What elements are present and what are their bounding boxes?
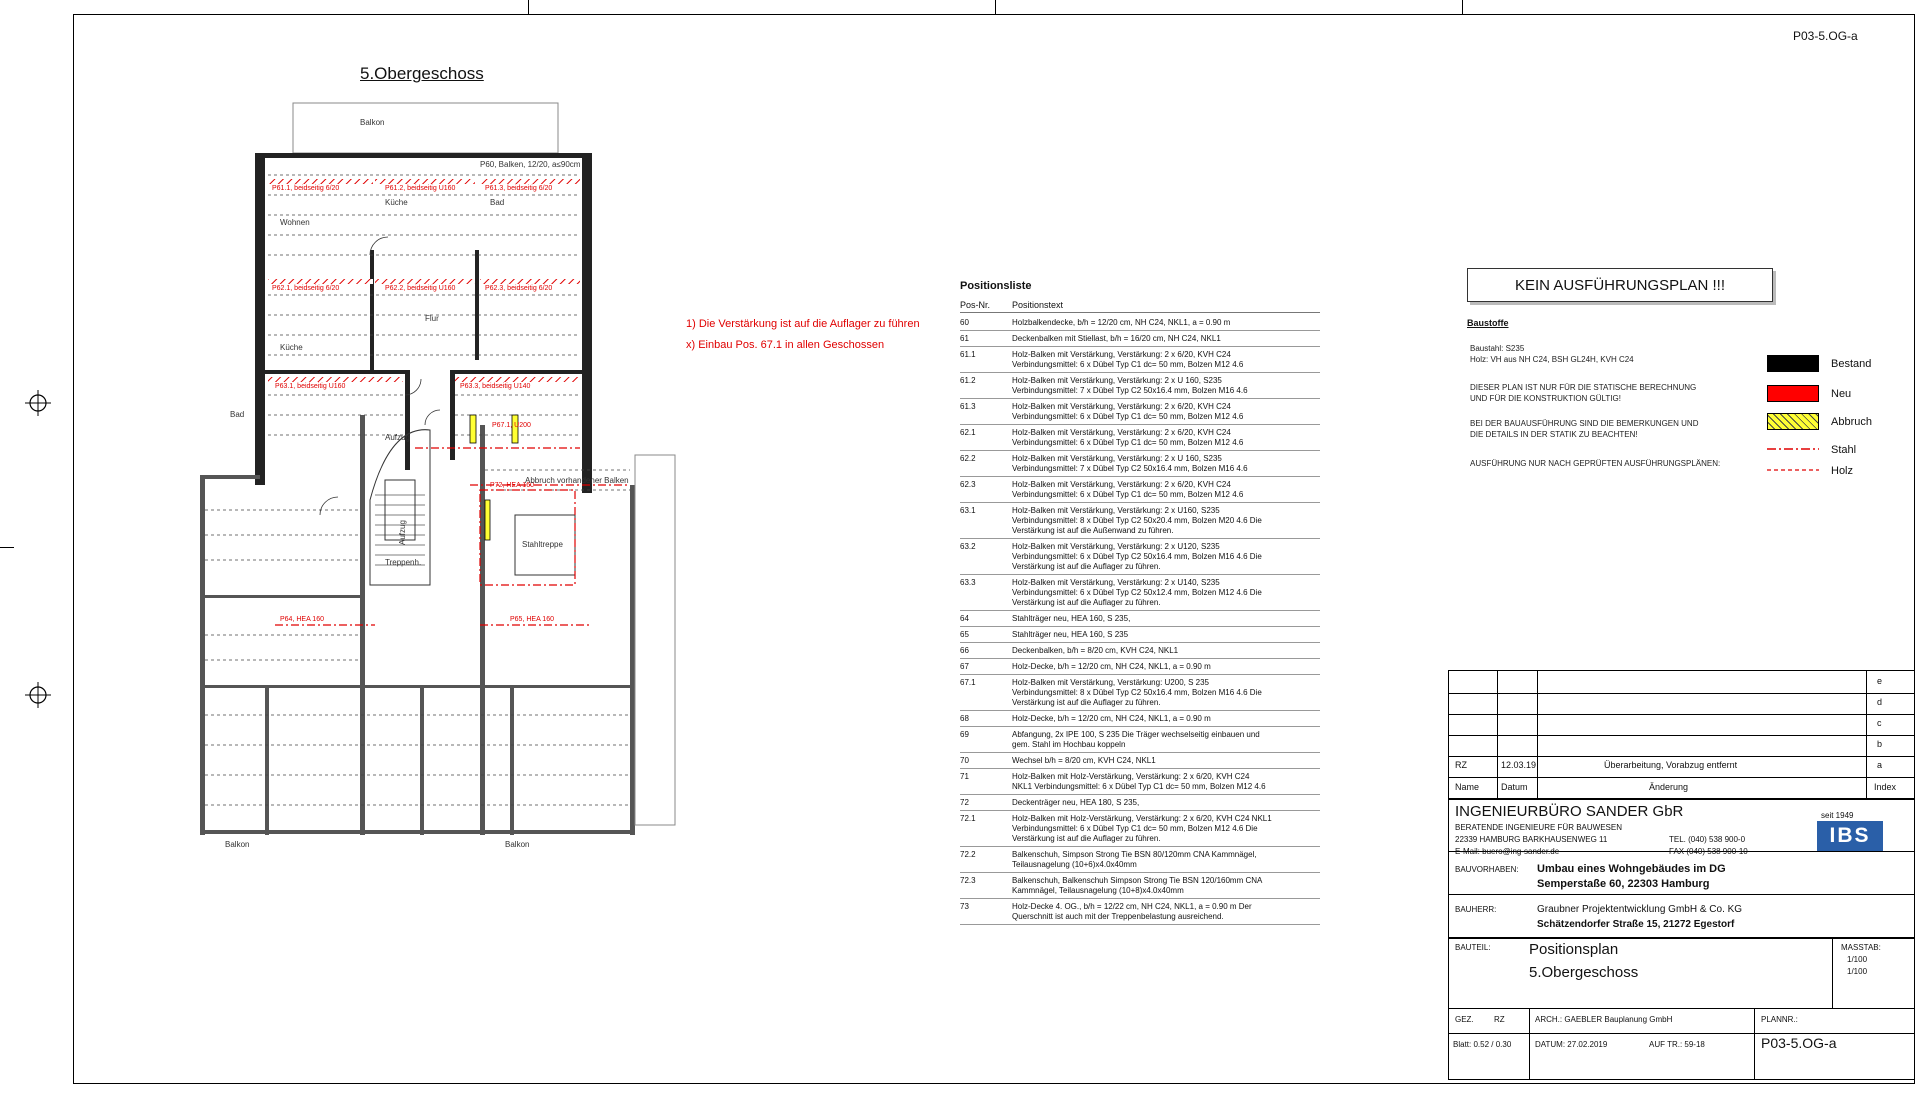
position-row xyxy=(960,451,1320,477)
position-row xyxy=(960,795,1320,811)
position-row xyxy=(960,611,1320,627)
position-text: Holz-Balken mit Holz-Verstärkung, Verstärkung: 2 x 6/20, KVH C24 NKL1 Verbindungsmittel: 6 x Dübel Typ C1 dc= 50 mm, Bolzen M12 4.6 xyxy=(1012,772,1266,791)
legend-swatch-demolition xyxy=(1767,413,1819,430)
rev-letter: e xyxy=(1877,676,1883,686)
wall xyxy=(582,153,592,493)
svg-text:P62.3, beidseitig 6/20: P62.3, beidseitig 6/20 xyxy=(485,285,553,292)
position-row xyxy=(960,399,1320,425)
svg-text:P63.1, beidseitig U160: P63.1, beidseitig U160 xyxy=(275,383,346,390)
scale-value: 1/100 xyxy=(1847,967,1868,976)
drawn-label: GEZ. xyxy=(1455,1015,1474,1024)
position-number: 63.1 xyxy=(960,506,976,515)
position-text: Holz-Balken mit Verstärkung, Verstärkung: 2 x 6/20, KVH C24 Verbindungsmittel: 6 x Dübel Typ C1 dc= 50 mm, Bolzen M12 4.6 xyxy=(1012,350,1244,369)
svg-text:P61.3, beidseitig 6/20: P61.3, beidseitig 6/20 xyxy=(485,185,553,192)
position-text: Holz-Balken mit Verstärkung, Verstärkung: 2 x 6/20, KVH C24 Verbindungsmittel: 6 x Dübel Typ C1 dc= 50 mm, Bolzen M12 4.6 xyxy=(1012,402,1244,421)
svg-text:P62.1, beidseitig 6/20: P62.1, beidseitig 6/20 xyxy=(272,285,340,292)
wall xyxy=(265,370,405,374)
position-text: Holz-Balken mit Verstärkung, Verstärkung: 2 x U120, S235 Verbindungsmittel: 6 x Dübel Typ C2 50x16.4 mm, Bolzen M16 4.6 Die Verstärkung ist auf die Auflager zu führen. xyxy=(1012,542,1262,571)
svg-text:Abbruch vorhandener Balken: Abbruch vorhandener Balken xyxy=(525,476,629,485)
position-text: Deckenträger neu, HEA 180, S 235, xyxy=(1012,798,1140,807)
material-wood: Holz: VH aus NH C24, BSH GL24H, KVH C24 xyxy=(1470,355,1634,364)
position-row xyxy=(960,643,1320,659)
position-number: 70 xyxy=(960,756,969,765)
client-line2: Schätzendorfer Straße 15, 21272 Egestorf xyxy=(1537,919,1735,930)
plan-note: x) Einbau Pos. 67.1 in allen Geschossen xyxy=(686,339,885,351)
position-number: 61.3 xyxy=(960,402,976,411)
rev-a-change: Überarbeitung, Vorabzug entfernt xyxy=(1604,760,1738,770)
legend-label: Bestand xyxy=(1831,358,1872,370)
plan-code-top: P03-5.OG-a xyxy=(1793,29,1858,43)
material-steel: Baustahl: S235 xyxy=(1470,344,1525,353)
frame-tick xyxy=(995,0,996,14)
registration-mark-icon xyxy=(25,390,51,416)
svg-text:P67.1, U200: P67.1, U200 xyxy=(492,422,531,429)
position-text: Holz-Decke, b/h = 12/20 cm, NH C24, NKL1, a = 0.90 m xyxy=(1012,714,1211,723)
svg-text:Bad: Bad xyxy=(490,198,505,207)
position-text: Holz-Balken mit Verstärkung, Verstärkung: 2 x U140, S235 Verbindungsmittel: 6 x Dübel Typ C2 50x12.4 mm, Bolzen M12 4.6 Die Verstärkung ist auf die Auflager zu führen. xyxy=(1012,578,1262,607)
col-header-text: Positionstext xyxy=(1012,300,1064,310)
project-line1: Umbau eines Wohngebäudes im DG xyxy=(1537,863,1726,875)
position-row xyxy=(960,727,1320,753)
position-row xyxy=(960,711,1320,727)
position-number: 62.3 xyxy=(960,480,976,489)
position-row xyxy=(960,539,1320,575)
position-number: 64 xyxy=(960,614,969,623)
position-number: 69 xyxy=(960,730,969,739)
head-change: Änderung xyxy=(1649,782,1689,792)
position-number: 61.1 xyxy=(960,350,976,359)
legend-swatch-new xyxy=(1767,385,1819,402)
position-list xyxy=(960,280,1320,925)
svg-text:P65, HEA 160: P65, HEA 160 xyxy=(510,616,554,623)
legend-new xyxy=(1767,385,1920,405)
position-number: 61.2 xyxy=(960,376,976,385)
execution-note: BEI DER BAUAUSFÜHRUNG SIND DIE BEMERKUNGEN UND DIE DETAILS IN DER STATIK ZU BEACHTEN! xyxy=(1470,419,1699,439)
floor-plan-drawing xyxy=(180,95,805,925)
neighbour-outline xyxy=(635,455,675,825)
rev-a-date: 12.03.19 xyxy=(1501,760,1537,770)
position-row xyxy=(960,675,1320,711)
svg-text:Balkon: Balkon xyxy=(360,118,385,127)
part-line1: Positionsplan xyxy=(1529,941,1619,958)
position-text: Holz-Balken mit Verstärkung, Verstärkung: 2 x U 160, S235 Verbindungsmittel: 7 x Dübel Typ C2 50x16.4 mm, Bolzen M16 4.6 xyxy=(1012,454,1248,473)
svg-text:P62.2, beidseitig U160: P62.2, beidseitig U160 xyxy=(385,285,456,292)
company-name: INGENIEURBÜRO SANDER GbR xyxy=(1455,803,1684,820)
legend-label: Abbruch xyxy=(1831,416,1872,428)
position-list-title: Positionsliste xyxy=(960,280,1032,292)
svg-text:P63.3, beidseitig U140: P63.3, beidseitig U140 xyxy=(460,383,531,390)
client-line1: Graubner Projektentwicklung GmbH & Co. KG xyxy=(1537,904,1743,915)
svg-text:Flur: Flur xyxy=(425,314,439,323)
wall xyxy=(265,685,269,835)
sheet-size: Blatt: 0.52 / 0.30 xyxy=(1453,1040,1512,1049)
svg-text:Balkon: Balkon xyxy=(505,840,530,849)
position-number: 72.1 xyxy=(960,814,976,823)
part-label: BAUTEIL: xyxy=(1455,943,1491,952)
title-block xyxy=(1448,670,1915,1080)
wall xyxy=(200,475,260,479)
position-number: 67 xyxy=(960,662,969,671)
wall xyxy=(255,153,265,485)
legend-steel xyxy=(1767,441,1920,461)
position-text: Holz-Balken mit Verstärkung, Verstärkung: 2 x 6/20, KVH C24 Verbindungsmittel: 6 x Dübel Typ C1 dc= 50 mm, Bolzen M12 4.6 xyxy=(1012,428,1244,447)
position-number: 63.2 xyxy=(960,542,976,551)
demolition-mark xyxy=(512,415,518,443)
position-list-header xyxy=(960,300,1320,313)
legend-label: Holz xyxy=(1831,465,1854,477)
svg-text:Wohnen: Wohnen xyxy=(280,218,310,227)
frame-tick xyxy=(1462,0,1463,14)
not-for-construction-stamp: KEIN AUSFÜHRUNGSPLAN !!! xyxy=(1467,268,1773,302)
project-line2: Semperstaße 60, 22303 Hamburg xyxy=(1537,878,1710,890)
legend-line-wood xyxy=(1767,468,1819,472)
position-number: 72.2 xyxy=(960,850,976,859)
legend-swatch-existing xyxy=(1767,355,1819,372)
wall xyxy=(200,685,630,688)
project-label: BAUVORHABEN: xyxy=(1455,865,1519,874)
reinforcement-band xyxy=(268,279,373,284)
position-row xyxy=(960,899,1320,925)
position-row xyxy=(960,847,1320,873)
position-number: 61 xyxy=(960,334,969,343)
architect: ARCH.: GAEBLER Bauplanung GmbH xyxy=(1535,1015,1673,1024)
position-number: 72.3 xyxy=(960,876,976,885)
company-fax: FAX (040) 538 900-10 xyxy=(1669,847,1748,856)
scale-label: MASSTAB: xyxy=(1841,943,1881,952)
frame-tick xyxy=(528,0,529,14)
legend-label: Neu xyxy=(1831,388,1852,400)
position-row xyxy=(960,575,1320,611)
position-text: Abfangung, 2x IPE 100, S 235 Die Träger wechselseitig einbauen und gem. Stahl im Hochbau koppeln xyxy=(1012,730,1260,749)
position-number: 65 xyxy=(960,630,969,639)
head-date: Datum xyxy=(1501,782,1528,792)
position-number: 62.1 xyxy=(960,428,976,437)
position-text: Deckenbalken, b/h = 8/20 cm, KVH C24, NKL1 xyxy=(1012,646,1179,655)
legend-demolition xyxy=(1767,413,1920,433)
position-number: 63.3 xyxy=(960,578,976,587)
position-number: 72 xyxy=(960,798,969,807)
company-logo: IBS xyxy=(1817,821,1883,851)
position-text: Holz-Balken mit Verstärkung, Verstärkung: 2 x U160, S235 Verbindungsmittel: 8 x Dübel Typ C2 50x20.4 mm, Bolzen M20 4.6 Die Verstärkung ist auf die Außenwand zu führen. xyxy=(1012,506,1262,535)
legend-existing xyxy=(1767,355,1920,375)
position-text: Deckenbalken mit Stiellast, b/h = 16/20 cm, NH C24, NKL1 xyxy=(1012,334,1221,343)
company-subtitle: BERATENDE INGENIEURE FÜR BAUWESEN xyxy=(1455,823,1622,832)
part-line2: 5.Obergeschoss xyxy=(1529,964,1639,981)
reinforcement-band xyxy=(268,179,373,184)
materials-title: Baustoffe xyxy=(1467,318,1509,328)
demolition-mark xyxy=(485,500,490,540)
position-row xyxy=(960,425,1320,451)
balcony-outline xyxy=(293,103,558,153)
rev-letter: a xyxy=(1877,760,1883,770)
svg-text:P61.2, beidseitig U160: P61.2, beidseitig U160 xyxy=(385,185,456,192)
reinforcement-band xyxy=(480,279,580,284)
reinforcement-band xyxy=(375,279,475,284)
wall xyxy=(420,685,424,835)
company-since: seit 1949 xyxy=(1821,811,1854,820)
svg-text:Küche: Küche xyxy=(385,198,408,207)
drawn-by: RZ xyxy=(1494,1015,1505,1024)
wall xyxy=(480,425,485,835)
svg-text:Aufzug: Aufzug xyxy=(385,433,410,442)
legend-line-steel xyxy=(1767,447,1819,451)
wall xyxy=(200,475,205,835)
wall xyxy=(200,595,365,598)
position-row xyxy=(960,373,1320,399)
rev-letter: b xyxy=(1877,739,1883,749)
rev-letter: c xyxy=(1877,718,1882,728)
position-text: Wechsel b/h = 8/20 cm, KVH C24, NKL1 xyxy=(1012,756,1156,765)
position-text: Holz-Balken mit Holz-Verstärkung, Verstärkung: 2 x 6/20, KVH C24 NKL1 Verbindungsmittel: 6 x Dübel Typ C1 dc= 50 mm, Bolzen M12 4.6 Die Verstärkung ist auf die Auflager zu führen. xyxy=(1012,814,1272,843)
head-name: Name xyxy=(1455,782,1480,792)
position-number: 71 xyxy=(960,772,969,781)
company-address: 22339 HAMBURG BARKHAUSENWEG 11 xyxy=(1455,835,1608,844)
head-index: Index xyxy=(1874,782,1897,792)
floor-title: 5.Obergeschoss xyxy=(360,64,484,83)
position-text: Holz-Decke, b/h = 12/20 cm, NH C24, NKL1, a = 0.90 m xyxy=(1012,662,1211,671)
position-row xyxy=(960,811,1320,847)
validity-note: DIESER PLAN IST NUR FÜR DIE STATISCHE BERECHNUNG UND FÜR DIE KONSTRUKTION GÜLTIG! xyxy=(1470,383,1697,403)
position-row xyxy=(960,503,1320,539)
position-number: 66 xyxy=(960,646,969,655)
position-number: 62.2 xyxy=(960,454,976,463)
wall xyxy=(255,153,590,158)
position-number: 67.1 xyxy=(960,678,976,687)
position-row xyxy=(960,627,1320,643)
position-text: Holz-Balken mit Verstärkung, Verstärkung: 2 x U 160, S235 Verbindungsmittel: 7 x Dübel Typ C2 50x16.4 mm, Bolzen M16 4.6 xyxy=(1012,376,1248,395)
wall xyxy=(510,685,514,835)
svg-text:P64, HEA 160: P64, HEA 160 xyxy=(280,616,324,623)
legend-label: Stahl xyxy=(1831,444,1857,456)
registration-mark-icon xyxy=(25,682,51,708)
legend-wood xyxy=(1767,462,1920,482)
client-label: BAUHERR: xyxy=(1455,905,1497,914)
wall xyxy=(450,370,455,460)
svg-text:Balkon: Balkon xyxy=(225,840,250,849)
position-number: 73 xyxy=(960,902,969,911)
position-rows xyxy=(960,315,1320,925)
svg-text:Bad: Bad xyxy=(230,410,245,419)
demolition-mark xyxy=(470,415,476,443)
position-row xyxy=(960,315,1320,331)
position-text: Holz-Decke 4. OG., b/h = 12/22 cm, NH C24, NKL1, a = 0.90 m Der Querschnitt ist auch mit der Treppenbelastung ausreichend. xyxy=(1012,902,1252,921)
wall xyxy=(405,370,410,470)
svg-text:Küche: Küche xyxy=(280,343,303,352)
reinforcement-band xyxy=(480,179,580,184)
position-text: Holz-Balken mit Verstärkung, Verstärkung: U200, S 235 Verbindungsmittel: 8 x Dübel Typ C2 50x16.4 mm, Bolzen M16 4.6 Die Verstärkung ist auf die Auflager zu führen. xyxy=(1012,678,1262,707)
position-row xyxy=(960,659,1320,675)
plan-number: P03-5.OG-a xyxy=(1761,1035,1837,1051)
position-row xyxy=(960,331,1320,347)
svg-text:Aufzug: Aufzug xyxy=(398,520,407,545)
svg-text:Treppenh.: Treppenh. xyxy=(385,558,422,567)
position-row xyxy=(960,769,1320,795)
rev-a-name: RZ xyxy=(1455,760,1467,770)
reinforcement-band xyxy=(268,377,403,382)
company-email: E-Mail: buero@ing-sander.de xyxy=(1455,847,1560,856)
svg-text:P61.1, beidseitig 6/20: P61.1, beidseitig 6/20 xyxy=(272,185,340,192)
date: DATUM: 27.02.2019 xyxy=(1535,1040,1608,1049)
plan-number-label: PLANNR.: xyxy=(1761,1015,1798,1024)
approval-note: AUSFÜHRUNG NUR NACH GEPRÜFTEN AUSFÜHRUNGSPLÄNEN: xyxy=(1470,459,1721,468)
plan-note: 1) Die Verstärkung ist auf die Auflager zu führen xyxy=(686,318,920,330)
col-header-nr: Pos-Nr. xyxy=(960,300,991,310)
position-number: 68 xyxy=(960,714,969,723)
position-number: 60 xyxy=(960,318,969,327)
rev-letter: d xyxy=(1877,697,1883,707)
position-text: Stahlträger neu, HEA 160, S 235, xyxy=(1012,614,1131,623)
position-text: Balkenschuh, Balkenschuh Simpson Strong Tie BSN 120/160mm CNA Kammnägel, Teilausnagelung (10+8)x4.0x40mm xyxy=(1012,876,1263,895)
position-text: Holz-Balken mit Verstärkung, Verstärkung: 2 x 6/20, KVH C24 Verbindungsmittel: 6 x Dübel Typ C1 dc= 50 mm, Bolzen M12 4.6 xyxy=(1012,480,1244,499)
reinforcement-band xyxy=(455,377,580,382)
position-text: Balkenschuh, Simpson Strong Tie BSN 80/120mm CNA Kammnägel, Teilausnagelung (10+6)x4.0x40mm xyxy=(1012,850,1257,869)
wall xyxy=(450,370,585,374)
position-row xyxy=(960,753,1320,769)
wall xyxy=(475,250,479,360)
wall xyxy=(630,485,635,835)
company-tel: TEL. (040) 538 900-0 xyxy=(1669,835,1746,844)
wall xyxy=(370,250,374,370)
frame-tick xyxy=(0,547,14,548)
position-text: Stahlträger neu, HEA 160, S 235 xyxy=(1012,630,1129,639)
svg-text:P60, Balken, 12/20, a≤90cm: P60, Balken, 12/20, a≤90cm xyxy=(480,160,581,169)
svg-text:Stahltreppe: Stahltreppe xyxy=(522,540,563,549)
position-text: Holzbalkendecke, b/h = 12/20 cm, NH C24, NKL1, a = 0.90 m xyxy=(1012,318,1231,327)
position-row xyxy=(960,477,1320,503)
order-number: AUF TR.: 59-18 xyxy=(1649,1040,1705,1049)
position-row xyxy=(960,347,1320,373)
reinforcement-band xyxy=(375,179,475,184)
svg-text:P72, HEA 160: P72, HEA 160 xyxy=(490,482,534,489)
position-row xyxy=(960,873,1320,899)
scale-value: 1/100 xyxy=(1847,955,1868,964)
